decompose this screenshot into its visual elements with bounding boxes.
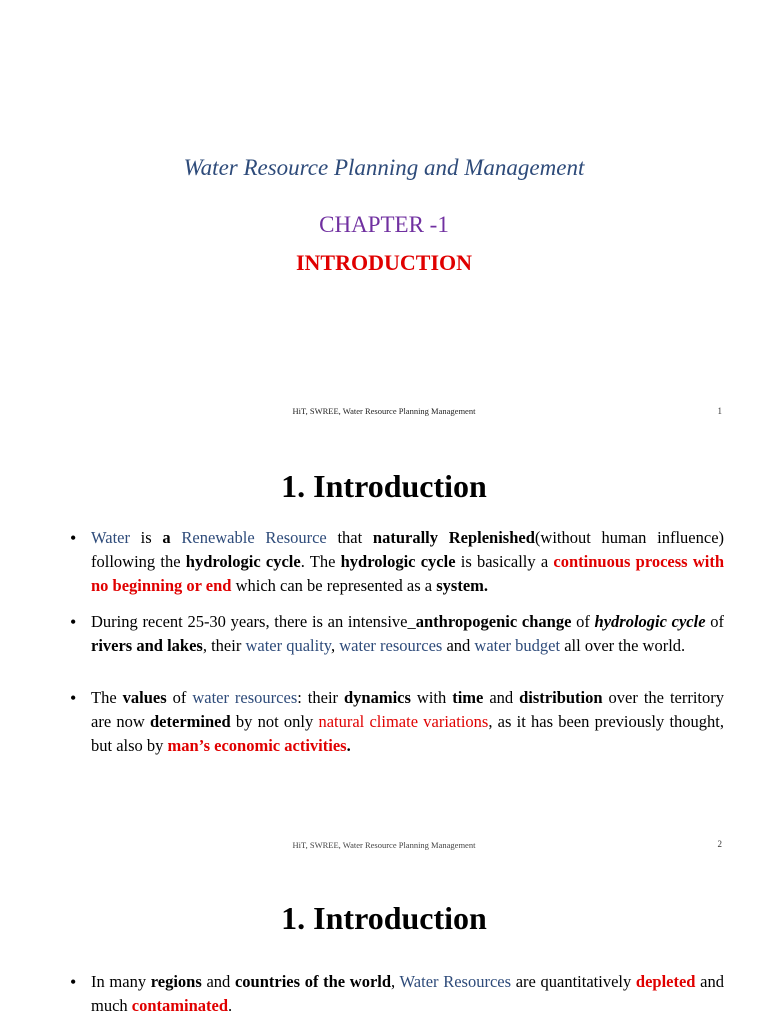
text-run: system.: [436, 576, 489, 595]
text-run: and: [442, 636, 475, 655]
slide-title: [0, 0, 768, 432]
text-run: Water: [91, 528, 130, 547]
slide-heading: 1. Introduction: [281, 468, 487, 504]
chapter-label: CHAPTER -1: [319, 212, 449, 237]
text-run: are quantitatively: [511, 972, 636, 991]
text-run: . The: [300, 552, 341, 571]
text-run: countries of the world: [234, 972, 392, 991]
text-run: , their: [202, 636, 246, 655]
page-number: 1: [717, 406, 722, 416]
page-number: 2: [717, 839, 722, 849]
text-run: of: [166, 688, 193, 707]
text-run: (without human influence) following the: [91, 528, 725, 571]
text-run: that: [326, 528, 373, 547]
text-run: ,: [391, 972, 400, 991]
text-run: anthropogenic change: [415, 612, 572, 631]
bullet-item: [70, 526, 724, 598]
text-run: man’s economic activities: [167, 736, 347, 755]
bullet-list: [70, 526, 724, 770]
chapter-subtitle: INTRODUCTION: [295, 250, 473, 275]
text-run: depleted: [635, 972, 696, 991]
slide-heading: 1. Introduction: [281, 900, 487, 936]
text-run: rivers and lakes: [91, 636, 203, 655]
text-run: over the territory are now: [91, 688, 725, 731]
bullet-item: [70, 610, 724, 658]
text-run: a: [162, 528, 171, 547]
text-run: Water Resources: [399, 972, 512, 991]
text-run: time: [452, 688, 484, 707]
text-run: and: [483, 688, 520, 707]
text-run: water resources: [192, 688, 298, 707]
text-run: .: [228, 996, 233, 1015]
course-title: Water Resource Planning and Management: [183, 155, 585, 180]
slide-footer: HiT, SWREE, Water Resource Planning Management: [292, 406, 476, 416]
slide-introduction: [0, 432, 768, 864]
slide-introduction-continued: [0, 864, 768, 1024]
text-run: hydrologic cycle: [340, 552, 456, 571]
text-run: determined: [150, 712, 231, 731]
text-run: of: [571, 612, 595, 631]
text-run: natural climate variations: [318, 712, 489, 731]
bullet-list: [70, 970, 724, 1030]
text-run: distribution: [519, 688, 603, 707]
text-run: naturally Replenished: [372, 528, 535, 547]
text-run: which can be represented as a: [231, 576, 437, 595]
text-run: [171, 528, 182, 547]
text-run: dynamics: [344, 688, 411, 707]
text-run: water quality: [245, 636, 331, 655]
text-run: The: [91, 688, 123, 707]
text-run: hydrologic cycle: [594, 612, 706, 631]
text-run: with: [410, 688, 453, 707]
text-run: .: [346, 736, 351, 755]
text-run: continuous process with no beginning or end: [91, 552, 724, 595]
text-run: During recent 25-30 years, there is an intensive_: [91, 612, 416, 631]
text-run: ,: [331, 636, 340, 655]
bullet-item: [70, 970, 724, 1018]
text-run: , as it has been previously thought, but also by: [91, 712, 725, 755]
text-run: regions: [150, 972, 202, 991]
text-run: is basically a: [455, 552, 554, 571]
text-run: water budget: [474, 636, 561, 655]
text-run: of: [705, 612, 724, 631]
text-run: : their: [297, 688, 344, 707]
text-run: is: [129, 528, 163, 547]
text-run: Renewable Resource: [181, 528, 327, 547]
text-run: values: [122, 688, 167, 707]
text-run: by not only: [230, 712, 319, 731]
text-run: all over the world.: [560, 636, 686, 655]
text-run: water resources: [339, 636, 443, 655]
text-run: and much: [91, 972, 724, 1015]
text-run: and: [201, 972, 235, 991]
bullet-item: [70, 686, 724, 758]
text-run: In many: [91, 972, 151, 991]
text-run: contaminated: [131, 996, 229, 1015]
slide-footer: HiT, SWREE, Water Resource Planning Management: [292, 840, 476, 850]
text-run: hydrologic cycle: [185, 552, 301, 571]
